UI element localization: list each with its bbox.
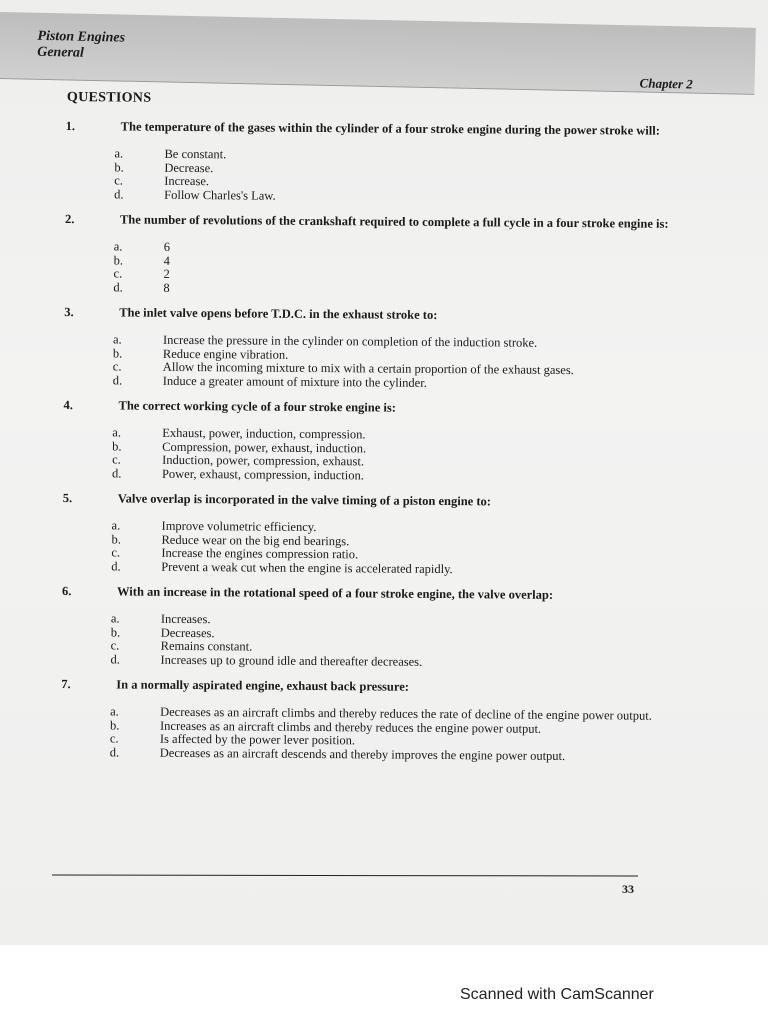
footer-rule [52,874,638,876]
option-letter: c. [114,173,124,188]
option-text: Improve volumetric efficiency. [161,518,317,535]
option-letter: d. [111,465,122,480]
section-title: QUESTIONS [66,90,152,106]
question-number: 6. [62,584,72,599]
question-stem [55,678,675,696]
page-number: 33 [622,882,634,896]
option-letter: b. [113,252,124,268]
question-text: The inlet valve opens before T.D.C. in the exhaust stroke to: [119,305,438,322]
option-text: Follow Charles's Law. [164,187,276,203]
question-3 [58,306,679,392]
question-list [55,120,680,764]
answer-options [112,426,677,484]
question-text: The correct working cycle of a four stroke engine is: [118,398,396,415]
option-text: Is affected by the power lever position. [159,731,356,748]
question-number: 2. [64,212,75,227]
answer-options [113,333,678,391]
option-text: Decreases as an aircraft descends and thereby improves the engine power output. [159,745,566,763]
option-text: Remains constant. [160,638,253,654]
option-letter: b. [112,438,122,453]
option-text: Increases up to ground idle and thereafter decreases. [160,652,423,669]
option-letter: d. [110,651,120,666]
question-stem [56,585,676,603]
option-letter: c. [112,359,122,374]
option-letter: a. [110,611,120,626]
option-text: 2 [163,266,170,281]
option-letter: d. [111,558,121,573]
option-letter: d. [113,279,123,294]
question-stem [57,492,677,510]
option-text: 6 [163,239,171,254]
option-letter: b. [114,159,124,175]
question-stem [57,399,677,417]
question-1 [59,120,680,206]
answer-options [110,612,675,670]
question-text: The temperature of the gases within the cylinder of a four stroke engine during the power stroke will: [120,119,660,138]
option-text: Allow the incoming mixture to mix with a certain proportion of the exhaust gases. [162,359,574,378]
option-text: Power, exhaust, compression, induction. [161,466,364,482]
option-text: Increase the pressure in the cylinder on completion of the induction stroke. [162,332,538,350]
option-text: Reduce engine vibration. [162,346,289,362]
question-number: 4. [63,398,73,413]
option-letter: a. [111,518,121,533]
header-chapter: Chapter 2 [639,75,693,92]
question-text: The number of revolutions of the crankshaft required to complete a full cycle in a four stroke engine is: [119,212,669,231]
option-text: 8 [163,280,170,295]
answer-options [113,240,678,298]
header-subtitle: General [37,44,84,61]
option-letter: b. [112,345,123,360]
question-5 [56,492,677,578]
question-number: 7. [61,677,71,692]
option-letter: a. [114,146,124,161]
question-text: In a normally aspirated engine, exhaust back pressure: [116,677,410,694]
option-text: Exhaust, power, induction, compression. [162,425,366,442]
option-letter: a. [113,239,123,254]
option-text: Decreases. [160,625,215,640]
option-letter: c. [110,638,120,653]
option-text: Induction, power, compression, exhaust. [162,452,365,469]
option-text: Be constant. [164,146,227,162]
question-stem [59,213,679,231]
option-letter: b. [109,717,120,732]
option-text: Decreases as an aircraft climbs and thereby reduces the rate of decline of the engine power output. [160,704,652,723]
question-number: 5. [62,491,73,506]
option-letter: c. [112,452,121,467]
option-text: Compression, power, exhaust, induction. [162,439,367,455]
option-letter: a. [112,332,122,347]
camscanner-watermark: Scanned with CamScanner [460,986,654,1003]
question-text: With an increase in the rotational speed of a four stroke engine, the valve overlap: [117,584,554,602]
option-letter: a. [112,425,122,440]
question-7 [55,678,676,764]
question-6 [55,585,676,671]
option-letter: d. [114,186,124,202]
question-2 [58,213,679,299]
question-stem [60,120,680,138]
option-text: Decrease. [164,160,214,175]
answer-options [110,705,675,763]
option-text: Increase the engines compression ratio. [161,545,359,562]
page-header [0,12,756,95]
option-text: Increases. [160,611,211,627]
answer-options [114,147,679,205]
questions-section [55,90,680,776]
question-number: 1. [65,119,76,134]
option-letter: d. [112,372,123,387]
option-text: Prevent a weak cut when the engine is accelerated rapidly. [161,559,453,576]
question-number: 3. [64,305,74,320]
option-letter: d. [109,744,120,759]
option-letter: c. [113,266,123,281]
option-letter: b. [111,531,121,546]
option-text: Increases as an aircraft climbs and thereby reduces the engine power output. [159,718,542,736]
option-text: Induce a greater amount of mixture into the cylinder. [162,373,427,390]
question-stem [58,306,678,324]
question-4 [57,399,678,485]
option-text: 4 [163,253,170,268]
option-text: Reduce wear on the big end bearings. [161,532,350,548]
header-title: Piston Engines [37,28,126,46]
option-letter: c. [109,731,119,746]
option-letter: c. [111,545,121,560]
answer-options [111,519,676,577]
option-text: Increase. [164,173,210,189]
option-letter: b. [110,624,121,639]
question-text: Valve overlap is incorporated in the valve timing of a piston engine to: [117,491,491,509]
option-letter: a. [110,704,119,719]
